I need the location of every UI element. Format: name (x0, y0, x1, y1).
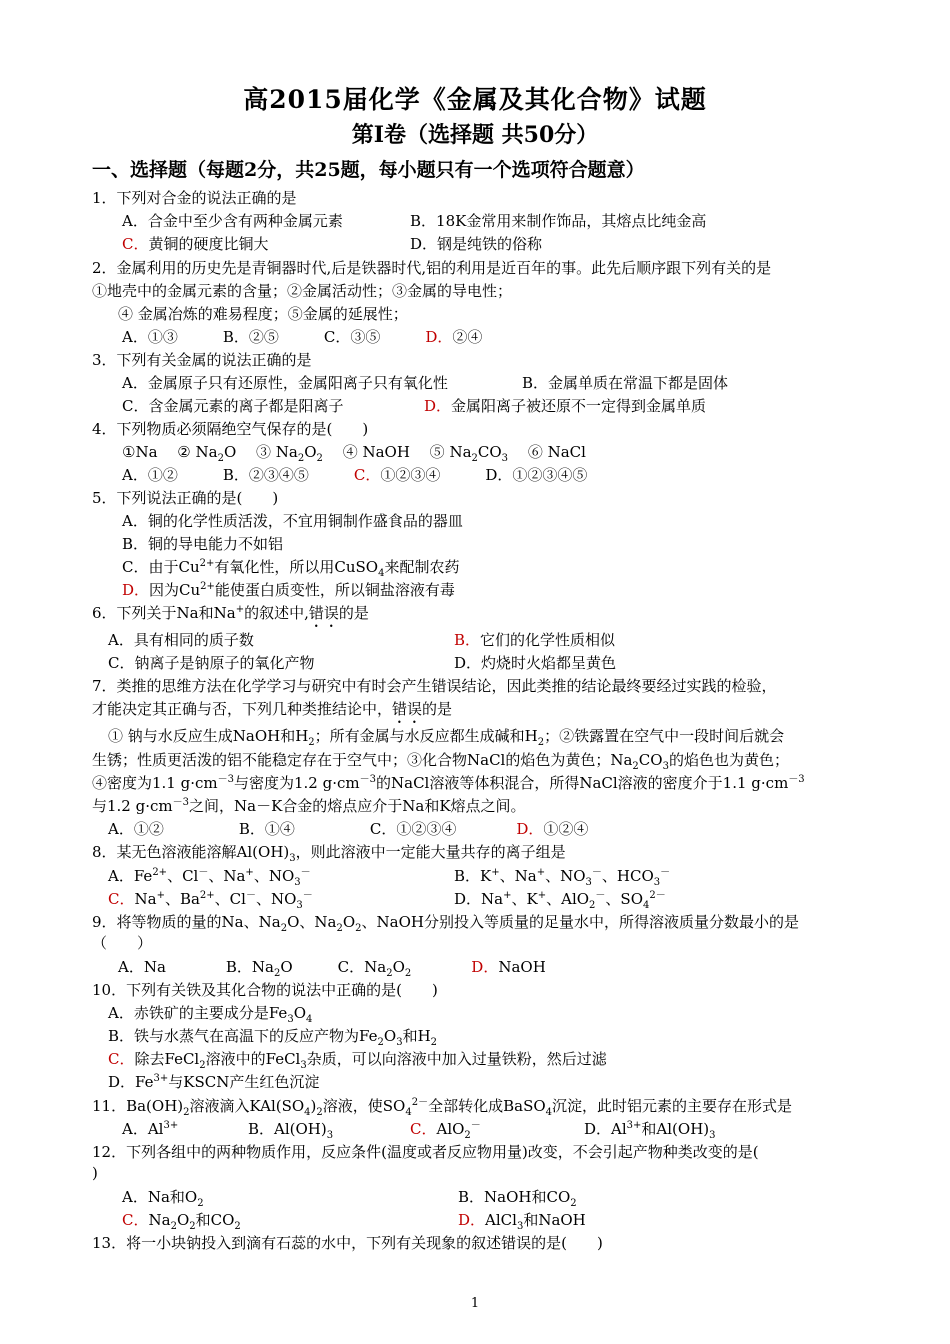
question-line: D．因为$Cu^{2+}$能使蛋白质变性，所以铜盐溶液有毒 (122, 581, 455, 599)
question-line: 5．下列说法正确的是( ) (92, 489, 279, 507)
question-line: 12．下列各组中的两种物质作用，反应条件(温度或者反应物用量)改变，不会引起产物种类改变的是( (92, 1143, 759, 1161)
question-line: B．铁与水蒸气在高温下的反应产物为$Fe_2O_3$和$H_2$ (108, 1027, 438, 1048)
question-line: ①Na ② $Na_2O$ ③ $Na_2O_2$ ④ NaOH ⑤ $Na_2CO_3$ ⑥ NaCl (122, 443, 586, 464)
section-heading: 一、选择题（每题2分，共25题，每小题只有一个选项符合题意） (92, 159, 645, 181)
question-line: D．$Al^{3+}$和$Al(OH)_3$ (584, 1120, 716, 1141)
question-line: 4．下列物质必须隔绝空气保存的是( ) (92, 420, 369, 438)
question-line: ④密度为1.1 $g\cdot cm^{-3}$与密度为1.2 $g\cdot cm^{-3}$的NaCl溶液等体积混合，所得NaCl溶液的密度介于1.1 $g\cdot cm^{-3}$ (92, 774, 805, 792)
question-line: A．合金中至少含有两种金属元素 (122, 212, 343, 230)
question-line: B．K+、Na+、$NO_3^-$、$HCO_3^-$ (454, 867, 671, 888)
question-line: B．NaOH和$CO_2$ (458, 1188, 577, 1209)
question-line: D．灼烧时火焰都呈黄色 (454, 654, 617, 672)
question-line: A．①② B．①④ C．①②③④ D．①②④ (108, 820, 589, 838)
question-line: 6．下列关于Na和Na+的叙述中,错误的是 (92, 604, 369, 622)
question-line: A．①② B．②③④⑤ C．①②③④ D．①②③④⑤ (122, 466, 588, 484)
question-line: C．黄铜的硬度比铜大 (122, 235, 269, 253)
question-line: 3．下列有关金属的说法正确的是 (92, 351, 312, 369)
question-line: C．除去FeCl$_2$溶液中的FeCl$_3$杂质，可以向溶液中加入过量铁粉，然后过滤 (108, 1050, 607, 1071)
question-line: C．Na+、$Ba^{2+}$、Cl－、$NO_3^-$ (108, 890, 313, 911)
question-line: C．含金属元素的离子都是阳离子 (122, 397, 344, 415)
page-subtitle: 第Ⅰ卷（选择题 共50分） (351, 122, 599, 148)
question-line: A．金属原子只有还原性，金属阳离子只有氧化性 (122, 374, 448, 392)
question-line: A．具有相同的质子数 (108, 631, 254, 649)
question-line: 13．将一小块钠投入到滴有石蕊的水中，下列有关现象的叙述错误的是( ) (92, 1234, 603, 1252)
question-line: 9．将等物质的量的Na、$Na_2O$、$Na_2O_2$、NaOH分别投入等质量的足量水中，所得溶液质量分数最小的是 (92, 913, 799, 934)
question-line: C．钠离子是钠原子的氧化产物 (108, 654, 315, 672)
question-line: A．$Fe^{2+}$、Cl－、Na+、$NO_3^-$ (108, 867, 311, 888)
question-line: ①地壳中的金属元素的含量；②金属活动性；③金属的导电性； (92, 282, 513, 300)
question-line: 10．下列有关铁及其化合物的说法中正确的是( ) (92, 981, 438, 999)
question-line: B．$Al(OH)_3$ (248, 1120, 334, 1141)
question-line: （ ） (92, 934, 153, 952)
question-line: 8．某无色溶液能溶解$Al(OH)_3$，则此溶液中一定能大量共存的离子组是 (92, 843, 566, 864)
question-line: A．Na和$O_2$ (122, 1188, 204, 1209)
question-line: ) (92, 1164, 98, 1182)
question-line: D．$Fe^{3+}$与KSCN产生红色沉淀 (108, 1073, 320, 1091)
question-line: A．①③ B．②⑤ C．③⑤ D．②④ (122, 328, 483, 346)
question-line: 生锈；性质更活泼的铝不能稳定存在于空气中；③化合物NaCl的焰色为黄色；$Na_2CO_3$的焰色也为黄色； (92, 751, 789, 772)
page-title: 高2015届化学《金属及其化合物》试题 (243, 85, 707, 114)
question-line: D．金属阳离子被还原不一定得到金属单质 (424, 397, 707, 415)
question-line: B．它们的化学性质相似 (454, 631, 616, 649)
question-line: ① 钠与水反应生成NaOH和$H_2$；所有金属与水反应都生成碱和$H_2$；②铁露置在空气中一段时间后就会 (108, 727, 785, 748)
question-line: 与1.2 $g\cdot cm^{-3}$之间，Na－K合金的熔点应介于Na和K熔点之间。 (92, 797, 526, 815)
question-line: A．Na B．$Na_2O$ C．$Na_2O_2$ D．NaOH (118, 958, 546, 979)
question-line: A．铜的化学性质活泼，不宜用铜制作盛食品的器皿 (122, 512, 463, 530)
question-line: C．AlO$_2$－ (410, 1120, 481, 1141)
question-line: ④ 金属冶炼的难易程度；⑤金属的延展性； (118, 305, 408, 323)
question-line: 2．金属利用的历史先是青铜器时代,后是铁器时代,铝的利用是近百年的事。此先后顺序跟下列有关的是 (92, 259, 772, 277)
question-line: B．铜的导电能力不如铝 (122, 535, 284, 553)
question-line: 11．$Ba(OH)_2$溶液滴入$KAl(SO_4)_2$溶液，使$SO_4^{2-}$全部转化成BaSO$_4$沉淀，此时铝元素的主要存在形式是 (92, 1097, 793, 1118)
page-number: 1 (470, 1296, 480, 1311)
question-line: A．$Al^{3+}$ (122, 1120, 179, 1138)
question-line: 7．类推的思维方法在化学学习与研究中有时会产生错误结论，因此类推的结论最终要经过实践的检验， (92, 677, 777, 695)
question-line: D．AlCl$_3$和NaOH (458, 1211, 586, 1232)
question-line: 1．下列对合金的说法正确的是 (92, 189, 297, 207)
question-line: 才能决定其正确与否，下列几种类推结论中，错误的是 (92, 700, 453, 718)
question-line: B．金属单质在常温下都是固体 (522, 374, 729, 392)
question-line: C．$Na_2O_2$和$CO_2$ (122, 1211, 241, 1232)
question-line: D．钢是纯铁的俗称 (410, 235, 543, 253)
question-line: B．18K金常用来制作饰品，其熔点比纯金高 (410, 212, 707, 230)
question-line: A．赤铁矿的主要成分是$Fe_3O_4$ (108, 1004, 313, 1025)
question-line: D．Na+、K+、AlO$_2$－、$SO_4^{2-}$ (454, 890, 666, 911)
question-line: C．由于$Cu^{2+}$有氧化性，所以用CuSO$_4$来配制农药 (122, 558, 460, 579)
